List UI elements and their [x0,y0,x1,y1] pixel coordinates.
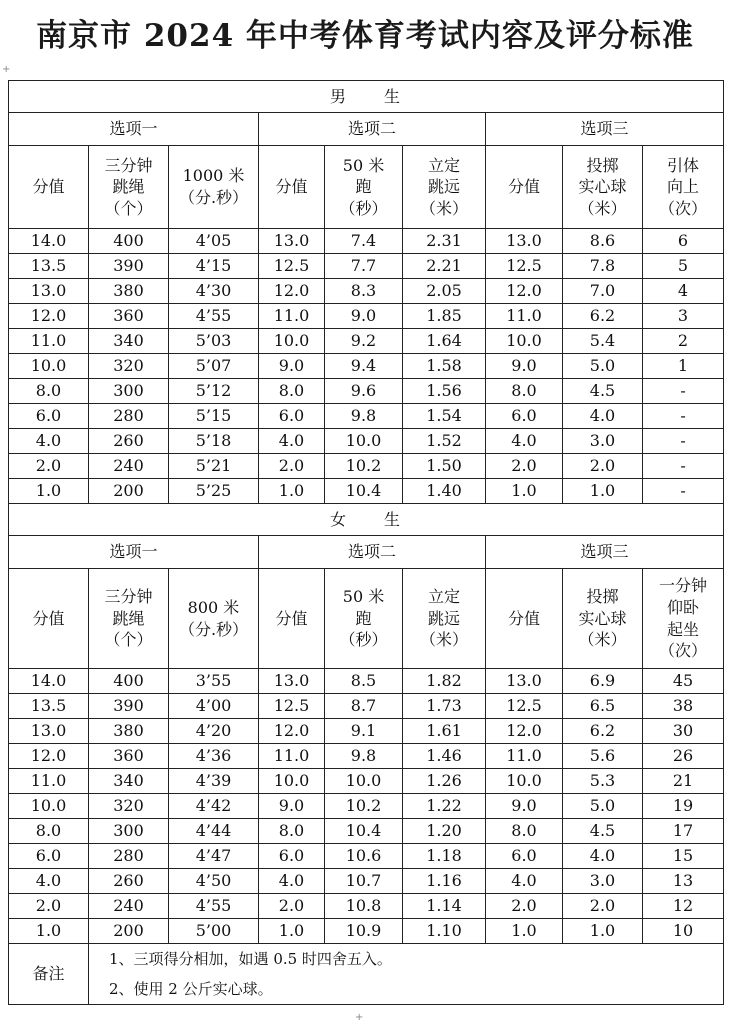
table-body [9,81,724,1005]
female-cell: 1.0 [9,919,89,944]
female-cell: 10 [643,919,724,944]
female-cell: 1.18 [403,844,486,869]
female-cell: 8.5 [325,669,403,694]
female-cell: 2.0 [9,894,89,919]
female-cell: 320 [89,794,169,819]
male-cell: 13.5 [9,254,89,279]
notes-label: 备注 [9,944,89,1005]
female-cell: 4.0 [9,869,89,894]
score-standard-table-wrapper [8,80,723,1005]
female-section-label: 女 生 [9,504,724,536]
male-cell: - [643,454,724,479]
female-cell: 1.0 [259,919,325,944]
male-group-option-2: 选项二 [259,113,486,146]
male-table-row [9,379,724,404]
female-cell: 6.2 [563,719,643,744]
female-cell: 1.46 [403,744,486,769]
female-cell: 6.5 [563,694,643,719]
male-table-row [9,429,724,454]
female-cell: 8.0 [486,819,563,844]
male-cell: 1.50 [403,454,486,479]
male-cell: 1.40 [403,479,486,504]
female-cell: 2.0 [259,894,325,919]
male-cell: 8.3 [325,279,403,304]
female-cell: 11.0 [259,744,325,769]
female-cell: 3.0 [563,869,643,894]
female-cell: 10.9 [325,919,403,944]
female-table-row [9,819,724,844]
male-cell: 11.0 [259,304,325,329]
female-cell: 12.0 [486,719,563,744]
male-table-row [9,279,724,304]
male-cell: 7.4 [325,229,403,254]
male-column-header-3: 分值 [259,146,325,229]
female-cell: 11.0 [486,744,563,769]
male-cell: 1.85 [403,304,486,329]
female-cell: 4’42 [169,794,259,819]
male-cell: 2.31 [403,229,486,254]
female-table-row [9,919,724,944]
female-table-row [9,669,724,694]
female-column-header-row [9,569,724,669]
male-group-option-3: 选项三 [486,113,724,146]
notes-line-2: 2、使用 2 公斤实心球。 [109,980,273,998]
female-cell: 45 [643,669,724,694]
female-group-option-3: 选项三 [486,536,724,569]
female-cell: 390 [89,694,169,719]
male-cell: 12.0 [9,304,89,329]
female-column-header-4: 50 米 跑 （秒） [325,569,403,669]
male-cell: 5’03 [169,329,259,354]
female-cell: 4’39 [169,769,259,794]
female-cell: 10.0 [325,769,403,794]
female-cell: 1.73 [403,694,486,719]
female-cell: 4’20 [169,719,259,744]
male-cell: - [643,479,724,504]
male-cell: 8.0 [259,379,325,404]
male-cell: 1.0 [9,479,89,504]
male-cell: 1 [643,354,724,379]
female-group-row [9,536,724,569]
male-cell: 6.0 [9,404,89,429]
male-cell: 5.0 [563,354,643,379]
male-cell: 360 [89,304,169,329]
male-section-row [9,81,724,113]
male-cell: 6.2 [563,304,643,329]
male-cell: 10.4 [325,479,403,504]
male-cell: 9.2 [325,329,403,354]
male-cell: 280 [89,404,169,429]
female-cell: 280 [89,844,169,869]
male-table-row [9,329,724,354]
male-cell: 4.0 [563,404,643,429]
male-table-row [9,454,724,479]
male-cell: 4’30 [169,279,259,304]
female-cell: 4’47 [169,844,259,869]
female-cell: 11.0 [9,769,89,794]
female-cell: 2.0 [563,894,643,919]
notes-line-1: 1、三项得分相加，如遇 0.5 时四舍五入。 [109,950,392,968]
female-cell: 1.22 [403,794,486,819]
female-cell: 1.10 [403,919,486,944]
female-cell: 1.20 [403,819,486,844]
corner-crop-mark: + [2,64,11,75]
female-cell: 9.0 [259,794,325,819]
male-cell: 14.0 [9,229,89,254]
female-cell: 10.0 [9,794,89,819]
male-cell: 12.0 [259,279,325,304]
male-cell: 320 [89,354,169,379]
female-table-row [9,794,724,819]
male-cell: 10.0 [9,354,89,379]
male-cell: 10.2 [325,454,403,479]
female-cell: 4’44 [169,819,259,844]
female-cell: 2.0 [486,894,563,919]
female-cell: 10.2 [325,794,403,819]
male-cell: 2.0 [486,454,563,479]
male-cell: 2.0 [9,454,89,479]
male-cell: 400 [89,229,169,254]
female-cell: 5.6 [563,744,643,769]
male-column-header-row [9,146,724,229]
male-cell: - [643,404,724,429]
bottom-crop-mark: + [355,1012,364,1023]
female-cell: 21 [643,769,724,794]
female-cell: 1.0 [486,919,563,944]
male-cell: 11.0 [486,304,563,329]
female-table-row [9,719,724,744]
female-cell: 240 [89,894,169,919]
female-cell: 12.0 [9,744,89,769]
male-column-header-8: 引体 向上 （次） [643,146,724,229]
male-cell: 5’21 [169,454,259,479]
female-cell: 6.0 [9,844,89,869]
male-cell: 13.0 [9,279,89,304]
female-table-row [9,694,724,719]
female-cell: 6.0 [486,844,563,869]
notes-text [89,944,724,1005]
female-table-row [9,869,724,894]
male-table-row [9,229,724,254]
male-cell: 340 [89,329,169,354]
male-table-row [9,404,724,429]
female-cell: 12 [643,894,724,919]
male-cell: 380 [89,279,169,304]
female-cell: 13.0 [9,719,89,744]
male-column-header-6: 分值 [486,146,563,229]
female-column-header-6: 分值 [486,569,563,669]
male-cell: 1.0 [259,479,325,504]
male-cell: 240 [89,454,169,479]
male-cell: 1.0 [486,479,563,504]
male-group-option-1: 选项一 [9,113,259,146]
male-cell: 5’15 [169,404,259,429]
male-cell: 11.0 [9,329,89,354]
female-cell: 4’55 [169,894,259,919]
male-cell: 7.8 [563,254,643,279]
female-group-option-1: 选项一 [9,536,259,569]
male-cell: 10.0 [486,329,563,354]
male-column-header-1: 三分钟 跳绳 （个） [89,146,169,229]
female-cell: 260 [89,869,169,894]
female-cell: 1.61 [403,719,486,744]
male-cell: 2 [643,329,724,354]
female-cell: 30 [643,719,724,744]
page-title: 南京市 2024 年中考体育考试内容及评分标准 [36,18,694,54]
female-cell: 4.5 [563,819,643,844]
male-column-header-2: 1000 米 （分.秒） [169,146,259,229]
female-table-row [9,844,724,869]
female-cell: 19 [643,794,724,819]
male-cell: 6.0 [486,404,563,429]
female-cell: 340 [89,769,169,794]
male-cell: 300 [89,379,169,404]
male-cell: 4’15 [169,254,259,279]
female-cell: 10.0 [259,769,325,794]
female-cell: 5.0 [563,794,643,819]
female-column-header-3: 分值 [259,569,325,669]
male-cell: 8.0 [486,379,563,404]
female-cell: 12.5 [259,694,325,719]
female-cell: 1.26 [403,769,486,794]
male-cell: 1.52 [403,429,486,454]
male-cell: 8.0 [9,379,89,404]
female-section-row [9,504,724,536]
male-cell: 5.4 [563,329,643,354]
female-cell: 10.4 [325,819,403,844]
female-cell: 10.0 [486,769,563,794]
female-column-header-5: 立定 跳远 （米） [403,569,486,669]
notes-row [9,944,724,1005]
male-cell: 12.0 [486,279,563,304]
male-cell: 1.56 [403,379,486,404]
female-cell: 200 [89,919,169,944]
female-cell: 4’00 [169,694,259,719]
female-cell: 3’55 [169,669,259,694]
male-column-header-0: 分值 [9,146,89,229]
male-group-row [9,113,724,146]
male-cell: 13.0 [259,229,325,254]
female-cell: 13.0 [486,669,563,694]
male-cell: 8.6 [563,229,643,254]
female-cell: 38 [643,694,724,719]
male-cell: 9.0 [486,354,563,379]
female-column-header-1: 三分钟 跳绳 （个） [89,569,169,669]
female-group-option-2: 选项二 [259,536,486,569]
female-cell: 4’50 [169,869,259,894]
male-table-row [9,354,724,379]
female-cell: 6.9 [563,669,643,694]
male-cell: 4 [643,279,724,304]
male-cell: 1.64 [403,329,486,354]
male-cell: 13.0 [486,229,563,254]
female-cell: 400 [89,669,169,694]
female-cell: 13.0 [259,669,325,694]
female-cell: 12.0 [259,719,325,744]
female-cell: 8.0 [259,819,325,844]
male-cell: 4.0 [486,429,563,454]
male-cell: 1.54 [403,404,486,429]
female-cell: 1.16 [403,869,486,894]
male-cell: 5 [643,254,724,279]
male-cell: 5’18 [169,429,259,454]
female-cell: 1.0 [563,919,643,944]
male-cell: 5’25 [169,479,259,504]
male-column-header-5: 立定 跳远 （米） [403,146,486,229]
male-cell: - [643,429,724,454]
female-cell: 4.0 [563,844,643,869]
male-cell: 390 [89,254,169,279]
female-cell: 13.5 [9,694,89,719]
female-cell: 10.8 [325,894,403,919]
male-cell: 9.6 [325,379,403,404]
male-cell: 12.5 [486,254,563,279]
female-column-header-2: 800 米 （分.秒） [169,569,259,669]
male-cell: 4.0 [9,429,89,454]
female-cell: 4.0 [259,869,325,894]
female-cell: 10.7 [325,869,403,894]
male-cell: 9.0 [259,354,325,379]
female-cell: 360 [89,744,169,769]
male-cell: 6.0 [259,404,325,429]
female-cell: 14.0 [9,669,89,694]
male-cell: 2.0 [563,454,643,479]
female-cell: 15 [643,844,724,869]
female-cell: 4’36 [169,744,259,769]
female-cell: 9.0 [486,794,563,819]
male-cell: 2.0 [259,454,325,479]
female-table-row [9,894,724,919]
female-cell: 380 [89,719,169,744]
male-cell: 12.5 [259,254,325,279]
male-cell: 10.0 [325,429,403,454]
male-cell: 260 [89,429,169,454]
female-column-header-7: 投掷 实心球 （米） [563,569,643,669]
male-cell: 4’55 [169,304,259,329]
female-cell: 17 [643,819,724,844]
male-cell: 3 [643,304,724,329]
male-column-header-4: 50 米 跑 （秒） [325,146,403,229]
female-cell: 8.7 [325,694,403,719]
male-table-row [9,479,724,504]
female-table-row [9,744,724,769]
female-cell: 1.14 [403,894,486,919]
female-cell: 8.0 [9,819,89,844]
female-column-header-8: 一分钟 仰卧 起坐 （次） [643,569,724,669]
male-cell: 3.0 [563,429,643,454]
female-column-header-0: 分值 [9,569,89,669]
male-cell: 2.21 [403,254,486,279]
female-cell: 9.1 [325,719,403,744]
female-cell: 6.0 [259,844,325,869]
female-cell: 13 [643,869,724,894]
male-cell: 6 [643,229,724,254]
male-cell: 9.4 [325,354,403,379]
female-cell: 4.0 [486,869,563,894]
male-column-header-7: 投掷 实心球 （米） [563,146,643,229]
male-table-row [9,304,724,329]
male-cell: 4.0 [259,429,325,454]
female-cell: 300 [89,819,169,844]
female-cell: 10.6 [325,844,403,869]
female-table-row [9,769,724,794]
male-cell: - [643,379,724,404]
male-cell: 9.0 [325,304,403,329]
male-cell: 5’07 [169,354,259,379]
male-cell: 1.0 [563,479,643,504]
male-cell: 7.7 [325,254,403,279]
score-standard-table [8,80,724,1005]
male-cell: 7.0 [563,279,643,304]
female-cell: 5’00 [169,919,259,944]
female-cell: 26 [643,744,724,769]
male-cell: 2.05 [403,279,486,304]
female-cell: 5.3 [563,769,643,794]
male-cell: 9.8 [325,404,403,429]
female-cell: 12.5 [486,694,563,719]
male-cell: 10.0 [259,329,325,354]
male-cell: 4.5 [563,379,643,404]
male-cell: 5’12 [169,379,259,404]
male-table-row [9,254,724,279]
male-cell: 4’05 [169,229,259,254]
male-section-label: 男 生 [9,81,724,113]
male-cell: 1.58 [403,354,486,379]
female-cell: 9.8 [325,744,403,769]
female-cell: 1.82 [403,669,486,694]
male-cell: 200 [89,479,169,504]
